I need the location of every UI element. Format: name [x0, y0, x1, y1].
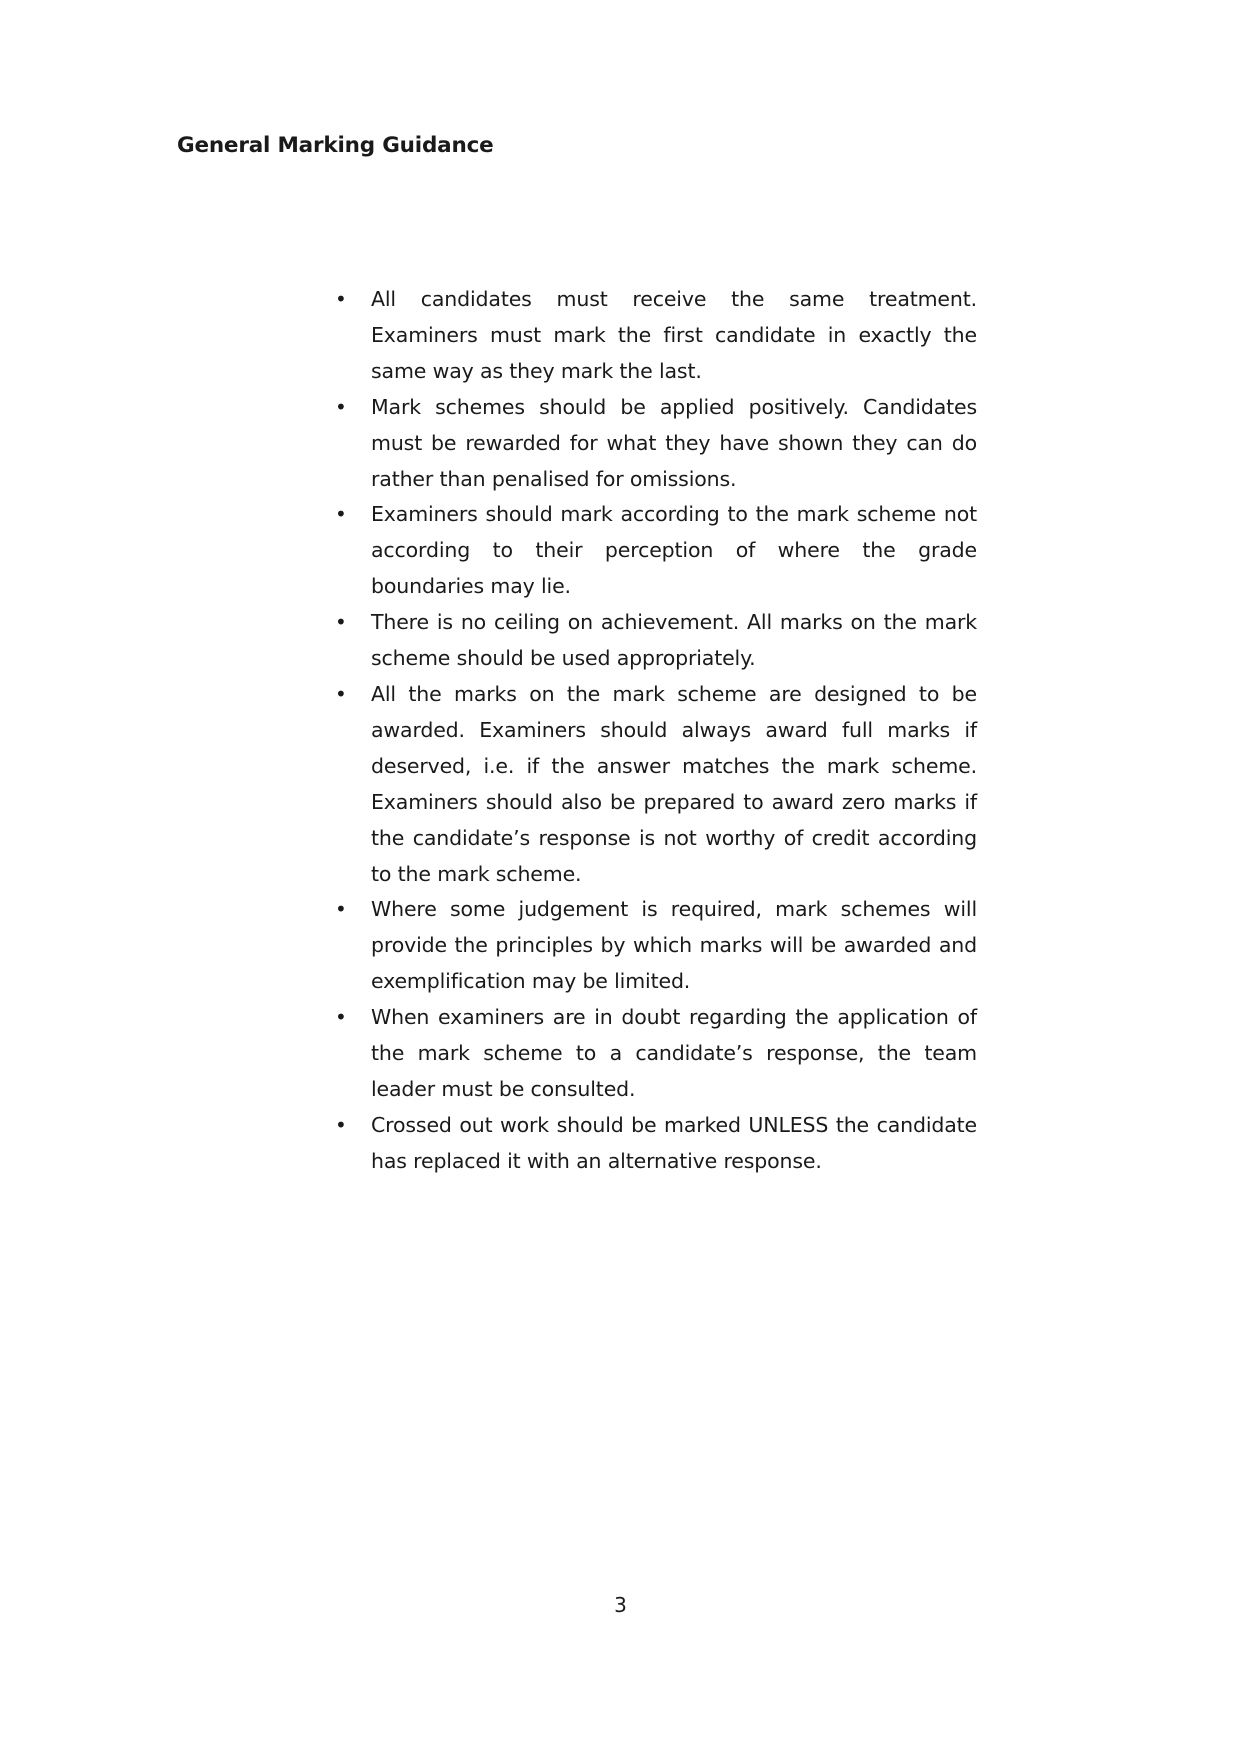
list-item	[335, 282, 977, 390]
list-item	[335, 892, 977, 1000]
list-item	[335, 677, 977, 892]
guidance-list	[335, 282, 977, 1180]
bullet-icon: •	[335, 287, 347, 311]
bullet-icon: •	[335, 394, 347, 419]
list-item-text: Mark schemes should be applied positively. Candidates must be rewarded for what they have shown they can do rather than penalised for omissions.	[371, 394, 977, 491]
list-item-text: When examiners are in doubt regarding the application of the mark scheme to a candidate’s response, the team leader must be consulted.	[371, 1005, 977, 1101]
list-item	[335, 497, 977, 605]
bullet-icon: •	[335, 681, 347, 706]
list-item	[335, 1000, 977, 1108]
list-item	[335, 390, 977, 498]
bullet-icon: •	[335, 1112, 347, 1137]
bullet-icon: •	[335, 1005, 347, 1030]
list-item-text: All candidates must receive the same treatment. Examiners must mark the first candidate in exactly the same way as they mark the last.	[371, 287, 977, 383]
page-number: 3	[614, 1593, 627, 1617]
list-item-text: Crossed out work should be marked UNLESS the candidate has replaced it with an alternative response.	[371, 1112, 977, 1173]
list-item	[335, 1108, 977, 1180]
list-item-text: There is no ceiling on achievement. All marks on the mark scheme should be used appropriately.	[371, 610, 977, 671]
list-item-text: Where some judgement is required, mark schemes will provide the principles by which marks will be awarded and exemplification may be limited.	[371, 897, 977, 994]
list-item	[335, 605, 977, 677]
bullet-icon: •	[335, 502, 347, 527]
bullet-icon: •	[335, 610, 347, 635]
page-heading: General Marking Guidance	[177, 133, 494, 158]
bullet-icon: •	[335, 897, 347, 922]
list-item-text: All the marks on the mark scheme are designed to be awarded. Examiners should always award full marks if deserved, i.e. if the answer matches the mark scheme. Examiners should also be prepared to award zero marks if the candidate’s response is not worthy of credit according to the mark scheme.	[371, 681, 977, 886]
list-item-text: Examiners should mark according to the mark scheme not according to their perception of where the grade boundaries may lie.	[371, 502, 977, 599]
